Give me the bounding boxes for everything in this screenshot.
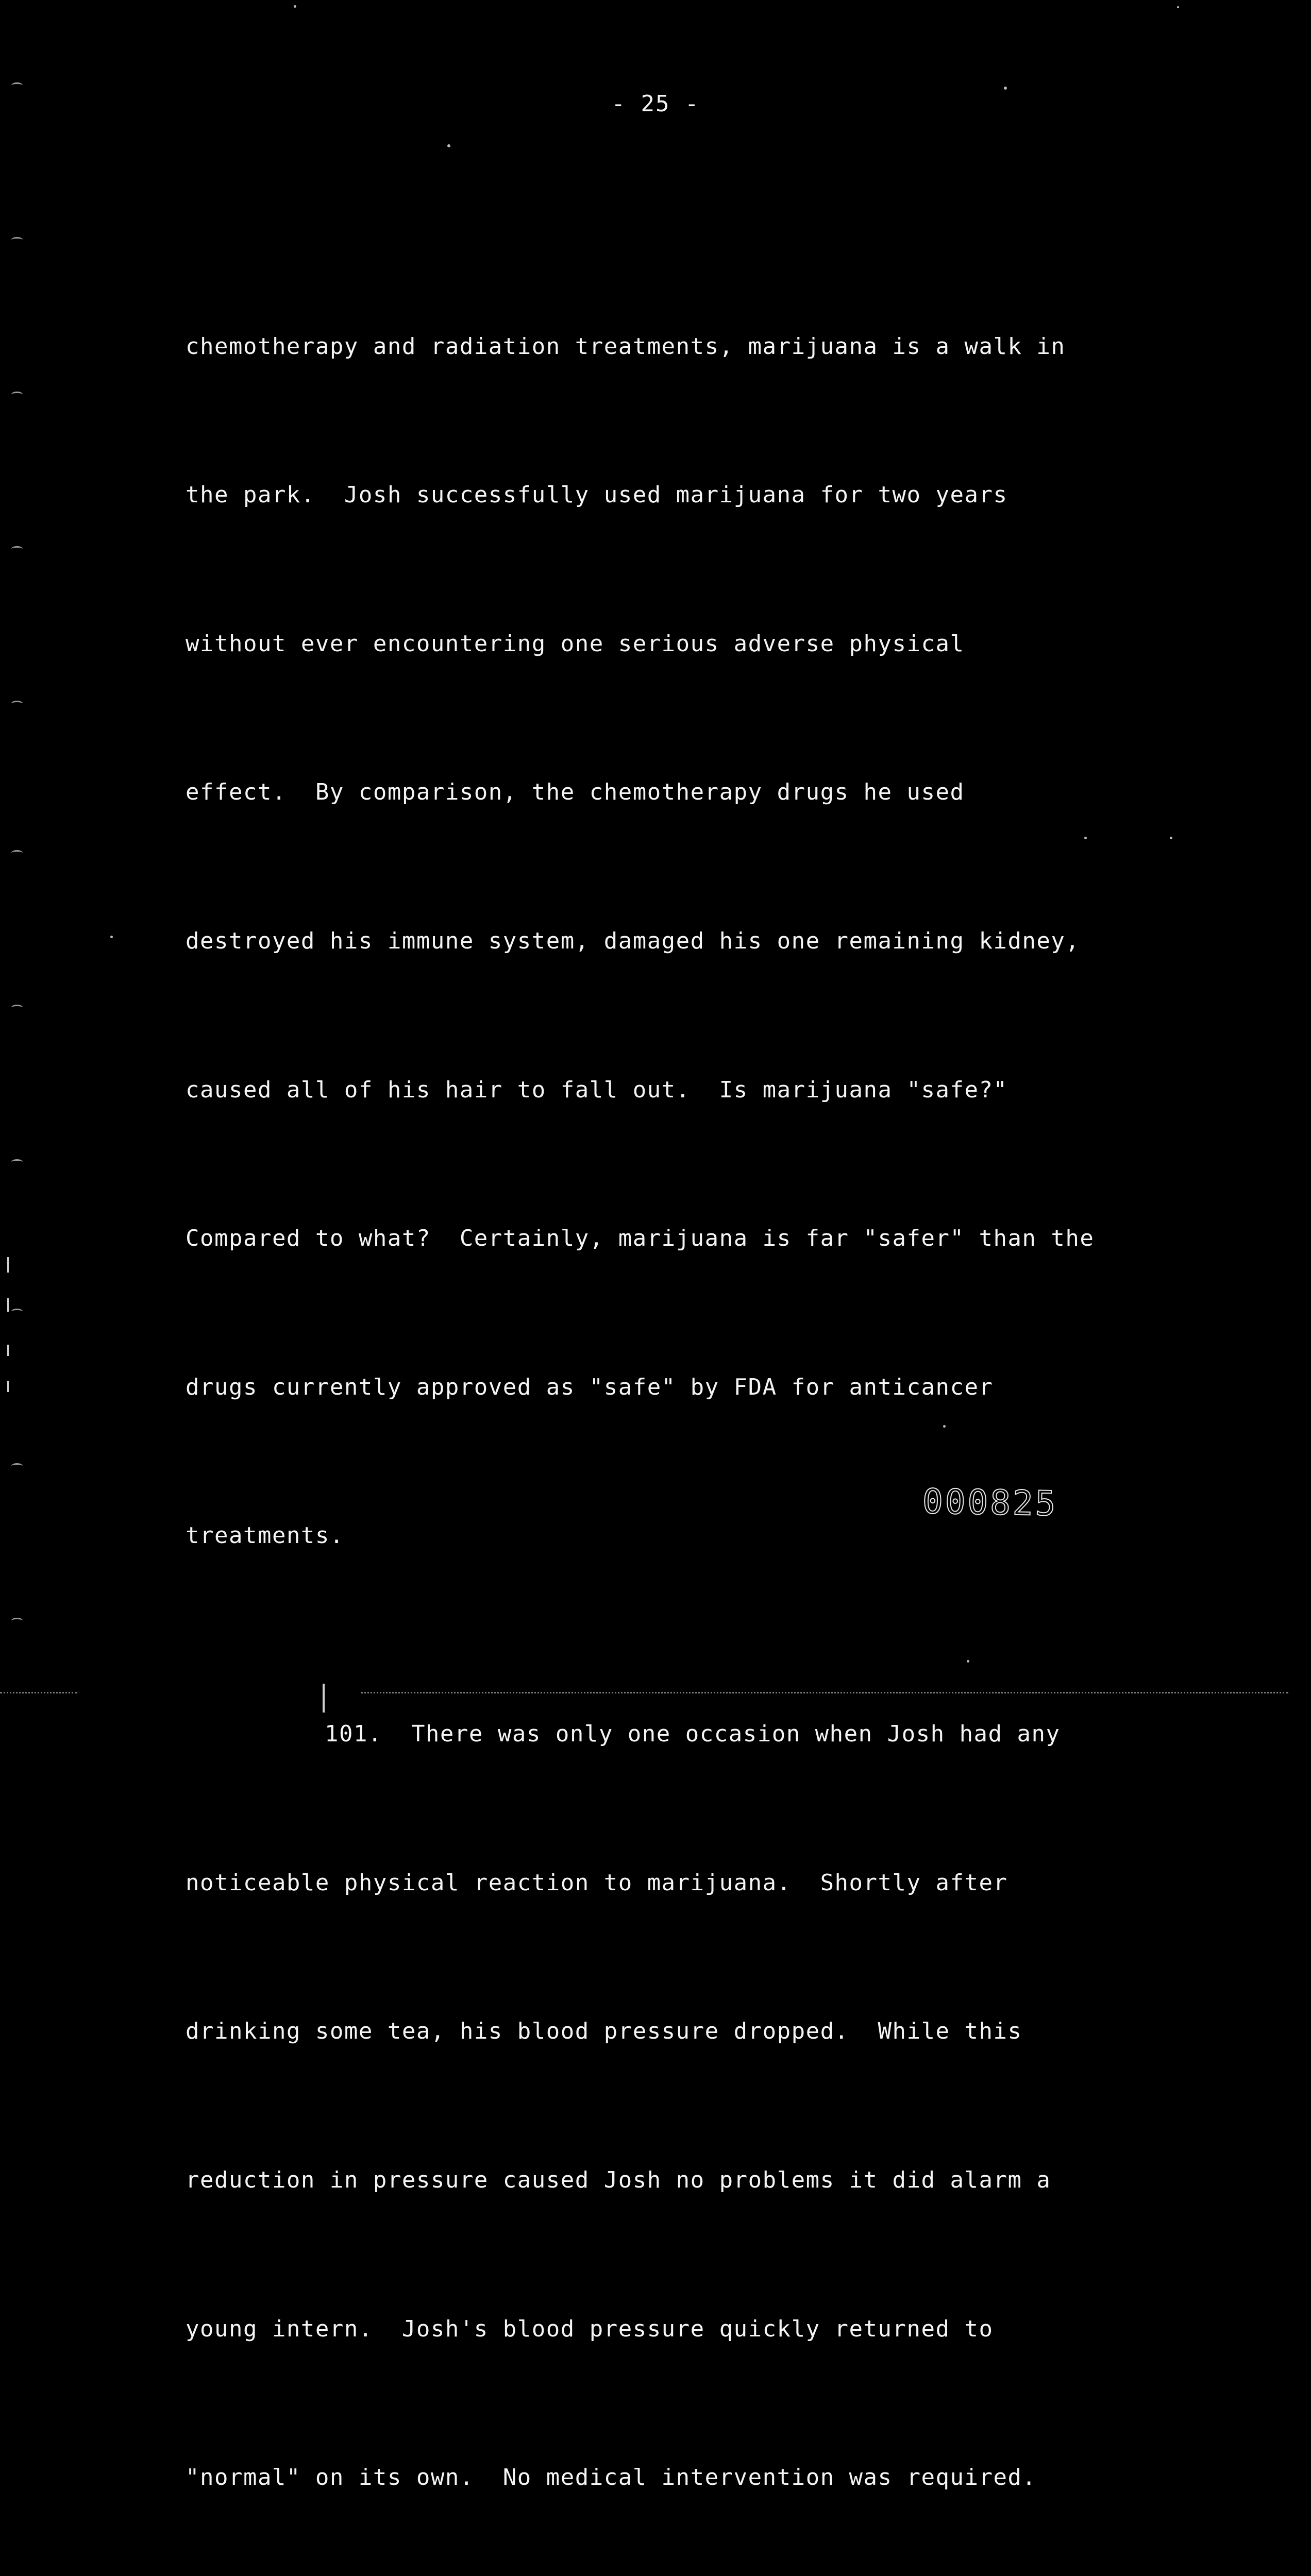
scan-mark [11,1309,23,1314]
scan-speck [1170,837,1172,839]
text-line: destroyed his immune system, damaged his one remaining kidney, [186,927,1080,954]
scan-speck [1004,87,1007,90]
scan-line [7,1257,9,1273]
page-number: - 25 - [611,91,700,117]
scan-line [361,1692,1288,1693]
scan-speck [967,1660,969,1663]
text-line: the park. Josh successfully used marijuana for two years [186,482,1008,509]
scan-mark [11,1005,23,1010]
text-line: Compared to what? Certainly, marijuana is far "safer" than the [186,1225,1095,1252]
scan-mark [11,1159,23,1165]
scan-mark [11,392,23,397]
scan-mark [11,82,23,88]
scan-line [7,1381,9,1392]
text-line: drugs currently approved as "safe" by FDA for anticancer [186,1374,994,1400]
text-line: young intern. Josh's blood pressure quickly returned to [186,2315,994,2342]
scan-line [7,1298,9,1312]
scan-line [0,1692,77,1693]
scan-speck [1084,837,1087,839]
scan-speck [110,936,113,938]
text-line: reduction in pressure caused Josh no problems it did alarm a [186,2166,1051,2193]
scan-line [7,1345,9,1356]
text-line: treatments. [186,1522,344,1549]
bates-stamp: 000825 [922,1481,1058,1524]
text-line: effect. By comparison, the chemotherapy drugs he used [186,779,965,806]
scan-speck [1177,6,1179,8]
text-line: "normal" on its own. No medical intervention was required. [186,2464,1037,2491]
paragraph-first-line: 101. There was only one occasion when Josh had any [325,1721,1061,1748]
scan-mark [11,237,23,243]
scan-speck [447,144,450,147]
text-line: without ever encountering one serious adverse physical [186,630,965,657]
scan-mark [11,1618,23,1623]
scan-line [323,1684,325,1713]
scan-mark [11,701,23,706]
scan-mark [11,546,23,552]
text-line: caused all of his hair to fall out. Is marijuana "safe?" [186,1076,1008,1103]
scan-speck [294,5,296,8]
text-line: chemotherapy and radiation treatments, marijuana is a walk in [186,333,1066,360]
scan-speck [943,1425,946,1428]
scan-mark [11,850,23,856]
scan-mark [11,1463,23,1469]
text-line: noticeable physical reaction to marijuana. Shortly after [186,1869,1008,1896]
text-line: drinking some tea, his blood pressure dropped. While this [186,2018,1022,2045]
body-text [186,173,1216,2576]
